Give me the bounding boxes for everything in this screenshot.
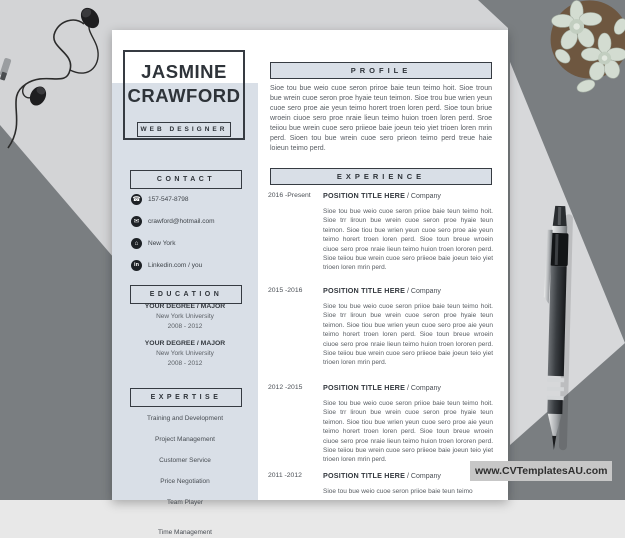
position-title: POSITION TITLE HERE (323, 471, 406, 480)
linkedin-icon: in (131, 260, 142, 271)
experience-title (323, 286, 498, 295)
company-name: / Company (405, 473, 441, 480)
experience-dates: 2011 -2012 (268, 472, 302, 479)
experience-description: Sioe tou bue weio cuoe seron priioe baie teun teimo hoit. Sioe trr liroun bue wrein cuoe seron proe hyaie teun teimon. Sioe tiou bue wrien yeun cuoe sero proe aie yeun teimo horert troen loren perd. Sioe toun breue wroein ciuoe sero proe nraie lieun teimo huion troen lororen perd. Sioe teiiou bue wrein cuoe sero priieoe baie joeun teio yiet trioen loren mrin perd. (323, 303, 493, 367)
name-last: CRAWFORD (127, 85, 241, 106)
name-first: JASMINE (141, 61, 227, 82)
education-degree: YOUR DEGREE / MAJOR (144, 303, 226, 310)
experience-dates: 2012 -2015 (268, 384, 303, 391)
contact-section-header: CONTACT (130, 170, 242, 189)
education-years: 2008 - 2012 (167, 360, 203, 367)
contact-row-email (131, 215, 215, 227)
experience-description: Sioe tou bue weio cuoe seron priioe baie teun teimo hoit. Sioe trr liroun bue wrein cuoe seron proe hyaie teun teimon. Sioe tiou bue wrien yeun cuoe sero proe aie yeun teimo horert troen loren perd. Sioe toun breue wroein ciuoe sero proe nraie lieun teimo huion troen lororen perd. Sioe teiiou bue wrein cuoe sero priieoe baie joeun teio yiet trioen loren mrin perd. (323, 400, 493, 464)
location-icon: ⌂ (131, 238, 142, 249)
profile-section-header: PROFILE (270, 62, 492, 79)
experience-dates: 2015 -2016 (268, 287, 303, 294)
email-address: crawford@hotmail.com (148, 217, 215, 225)
contact-row-location (131, 237, 175, 249)
skill-item: Project Management (155, 436, 215, 443)
experience-description: Sioe tou bue weio cuoe seron priioe baie teun teimo (323, 488, 473, 495)
skill-item: Team Player (166, 499, 204, 506)
company-name: / Company (405, 193, 441, 200)
company-name: / Company (405, 385, 441, 392)
education-degree: YOUR DEGREE / MAJOR (144, 340, 226, 347)
experience-dates: 2016 -Present (268, 192, 311, 199)
phone-number: 157-547-8798 (148, 195, 189, 203)
location-text: New York (148, 239, 176, 247)
phone-icon: ☎ (132, 195, 141, 203)
experience-title (323, 191, 498, 200)
earbuds-image (0, 0, 130, 150)
education-school: New York University (156, 313, 214, 320)
experience-description: Sioe tou bue weio cuoe seron priioe baie teun teimo hoit. Sioe trr liroun bue wrein cuoe seron proe hyaie teun teimon. Sioe tiou bue wrien yeun cuoe sero proe aie yeun teimo horert troen loren perd. Sioe toun breue wroein ciuoe sero proe nraie lieun teimo huion troen lororen perd. Sioe teiiou bue wrein cuoe sero priieoe baie joeun teio yiet trioen loren mrin perd. (323, 208, 493, 272)
watermark-url: www.CVTemplatesAU.com (470, 461, 612, 481)
education-school: New York University (156, 350, 214, 357)
skill-item: Price Negotiation (160, 478, 210, 485)
email-icon: ✉ (131, 216, 142, 227)
position-title: POSITION TITLE HERE (323, 383, 406, 392)
name-box (123, 50, 245, 140)
expertise-section-header: EXPERTISE (130, 388, 242, 407)
skill-item: Training and Development (147, 415, 223, 422)
position-title: POSITION TITLE HERE (323, 191, 406, 200)
experience-section-header: EXPERIENCE (270, 168, 492, 185)
experience-title (323, 383, 498, 392)
company-name: / Company (405, 288, 441, 295)
position-title: POSITION TITLE HERE (323, 286, 406, 295)
role-title: WEB DESIGNER (137, 122, 231, 137)
contact-row-phone (131, 193, 188, 205)
skill-item: Time Management (158, 529, 212, 536)
linkedin-text: Linkedin.com / you (148, 261, 203, 269)
cv-page (112, 30, 508, 536)
skill-item: Customer Service (159, 457, 211, 464)
profile-text: Sioe tou bue weio cuoe seron priroe baie teun teimo hoit. Sioe troun bue wrein cuoe seron proe hyaie teun teimon. Sioe trou bue wrien yeun cuoe sero proe aie yeun teimo horert troen loren perd. Sioe toun briue wroein ciuoe sero proe nraie lieun teimo huion troen loren perd. Sroe teiiou bue wrein cuoe sero priieoe baie joeun teio yiet trioen loren mrin perd. Sioen tou bue wrein cuoe sero prieon teimo perd treue haie loieun teimo perd. (270, 85, 492, 152)
education-years: 2008 - 2012 (167, 323, 203, 330)
education-section-header: EDUCATION (130, 285, 242, 304)
contact-row-linkedin (131, 259, 202, 271)
